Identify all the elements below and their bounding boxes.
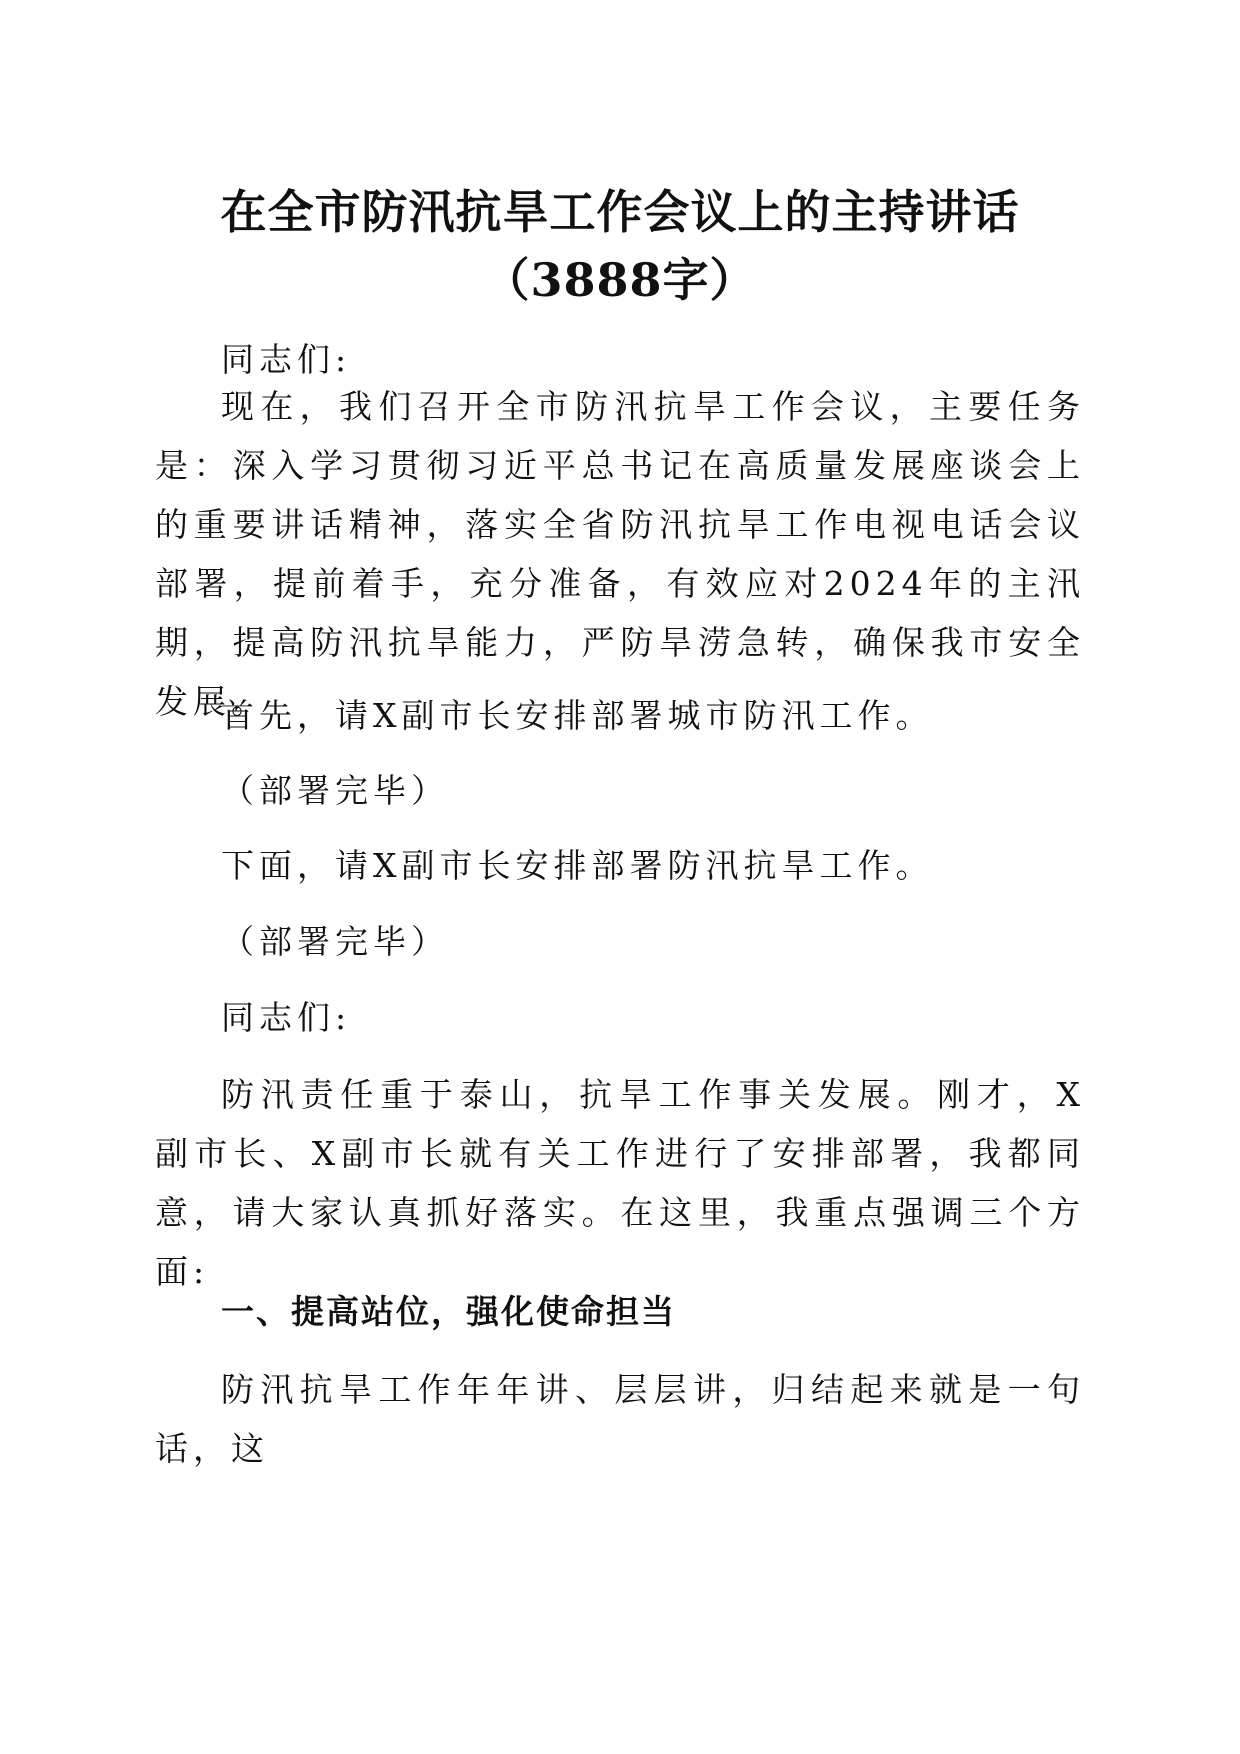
paragraph-deployment-done-1: （部署完毕）	[221, 771, 449, 810]
document-title: 在全市防汛抗旱工作会议上的主持讲话（3888字）	[220, 185, 1020, 307]
paragraph-opening: 现在，我们召开全市防汛抗旱工作会议，主要任务是：深入学习贯彻习近平总书记在高质量发展座谈会上的重要讲话精神，落实全省防汛抗旱工作电视电话会议部署，提前着手，充分准备，有效应对2024年的主汛期，提高防汛抗旱能力，严防旱涝急转，确保我市安全发展。	[155, 387, 1085, 721]
paragraph-section-1: 防汛抗旱工作年年讲、层层讲，归结起来就是一句话，这	[155, 1370, 1085, 1468]
paragraph-second-arrangement: 下面，请X副市长安排部署防汛抗旱工作。	[221, 846, 934, 885]
section-heading-1: 一、提高站位，强化使命担当	[221, 1292, 676, 1331]
paragraph-deployment-done-2: （部署完毕）	[221, 922, 449, 961]
salutation-second: 同志们:	[221, 998, 352, 1037]
paragraph-first-arrangement: 首先，请X副市长安排部署城市防汛工作。	[221, 696, 934, 735]
paragraph-emphasis: 防汛责任重于泰山，抗旱工作事关发展。刚才，X副市长、X副市长就有关工作进行了安排部署，我都同意，请大家认真抓好落实。在这里，我重点强调三个方面:	[155, 1075, 1085, 1291]
salutation: 同志们:	[221, 340, 352, 379]
